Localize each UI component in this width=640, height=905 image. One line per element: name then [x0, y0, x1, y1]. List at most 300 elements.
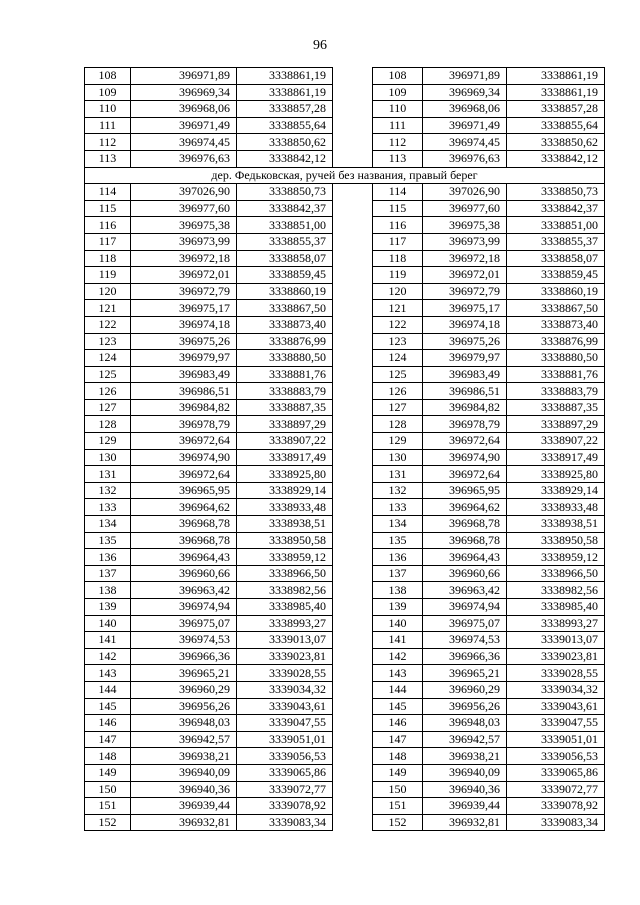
- y-coordinate-cell: 3338851,00: [237, 217, 333, 234]
- y-coordinate-cell: 3338851,00: [507, 217, 605, 234]
- point-number-cell: 142: [85, 648, 131, 665]
- x-coordinate-cell: 396975,07: [423, 615, 507, 632]
- point-number-cell: 130: [85, 449, 131, 466]
- x-coordinate-cell: 396971,49: [423, 117, 507, 134]
- x-coordinate-cell: 396973,99: [423, 233, 507, 250]
- x-coordinate-cell: 396965,21: [131, 665, 237, 682]
- point-number-cell: 115: [373, 200, 423, 217]
- point-number-cell: 133: [373, 499, 423, 516]
- point-number-cell: 135: [373, 532, 423, 549]
- x-coordinate-cell: 396974,94: [131, 599, 237, 616]
- y-coordinate-cell: 3339013,07: [237, 632, 333, 649]
- y-coordinate-cell: 3338861,19: [237, 84, 333, 101]
- point-number-cell: 126: [85, 383, 131, 400]
- y-coordinate-cell: 3339065,86: [237, 764, 333, 781]
- column-gap: [333, 764, 373, 781]
- x-coordinate-cell: 396972,01: [131, 267, 237, 284]
- y-coordinate-cell: 3338881,76: [237, 366, 333, 383]
- y-coordinate-cell: 3338861,19: [507, 68, 605, 85]
- x-coordinate-cell: 396972,18: [423, 250, 507, 267]
- point-number-cell: 119: [85, 267, 131, 284]
- y-coordinate-cell: 3338966,50: [507, 565, 605, 582]
- x-coordinate-cell: 396968,78: [423, 532, 507, 549]
- x-coordinate-cell: 396956,26: [423, 698, 507, 715]
- y-coordinate-cell: 3339028,55: [507, 665, 605, 682]
- point-number-cell: 113: [85, 150, 131, 167]
- y-coordinate-cell: 3338887,35: [507, 399, 605, 416]
- column-gap: [333, 283, 373, 300]
- y-coordinate-cell: 3339078,92: [237, 798, 333, 815]
- point-number-cell: 150: [85, 781, 131, 798]
- table-row: [85, 134, 605, 151]
- x-coordinate-cell: 396938,21: [131, 748, 237, 765]
- point-number-cell: 110: [85, 101, 131, 118]
- table-row: [85, 549, 605, 566]
- column-gap: [333, 532, 373, 549]
- x-coordinate-cell: 396966,36: [423, 648, 507, 665]
- column-gap: [333, 565, 373, 582]
- point-number-cell: 129: [85, 433, 131, 450]
- point-number-cell: 125: [373, 366, 423, 383]
- y-coordinate-cell: 3338850,73: [237, 184, 333, 201]
- point-number-cell: 143: [373, 665, 423, 682]
- y-coordinate-cell: 3339051,01: [507, 731, 605, 748]
- y-coordinate-cell: 3339047,55: [237, 715, 333, 732]
- table-row: [85, 283, 605, 300]
- point-number-cell: 150: [373, 781, 423, 798]
- point-number-cell: 140: [373, 615, 423, 632]
- x-coordinate-cell: 396972,79: [131, 283, 237, 300]
- y-coordinate-cell: 3338993,27: [507, 615, 605, 632]
- point-number-cell: 118: [373, 250, 423, 267]
- point-number-cell: 120: [373, 283, 423, 300]
- table-row: [85, 333, 605, 350]
- x-coordinate-cell: 396984,82: [131, 399, 237, 416]
- x-coordinate-cell: 396976,63: [423, 150, 507, 167]
- y-coordinate-cell: 3338933,48: [237, 499, 333, 516]
- x-coordinate-cell: 396974,90: [423, 449, 507, 466]
- table-row: [85, 84, 605, 101]
- y-coordinate-cell: 3339023,81: [237, 648, 333, 665]
- x-coordinate-cell: 396963,42: [131, 582, 237, 599]
- x-coordinate-cell: 396969,34: [423, 84, 507, 101]
- section-header-row: [85, 167, 605, 184]
- point-number-cell: 116: [373, 217, 423, 234]
- column-gap: [333, 814, 373, 831]
- y-coordinate-cell: 3338950,58: [507, 532, 605, 549]
- x-coordinate-cell: 396956,26: [131, 698, 237, 715]
- point-number-cell: 131: [373, 466, 423, 483]
- point-number-cell: 135: [85, 532, 131, 549]
- y-coordinate-cell: 3338993,27: [237, 615, 333, 632]
- y-coordinate-cell: 3338850,73: [507, 184, 605, 201]
- table-row: [85, 632, 605, 649]
- y-coordinate-cell: 3339065,86: [507, 764, 605, 781]
- column-gap: [333, 582, 373, 599]
- x-coordinate-cell: 396966,36: [131, 648, 237, 665]
- y-coordinate-cell: 3338938,51: [237, 516, 333, 533]
- column-gap: [333, 433, 373, 450]
- x-coordinate-cell: 396978,79: [423, 416, 507, 433]
- y-coordinate-cell: 3338855,64: [507, 117, 605, 134]
- x-coordinate-cell: 396986,51: [423, 383, 507, 400]
- table-row: [85, 184, 605, 201]
- point-number-cell: 133: [85, 499, 131, 516]
- column-gap: [333, 798, 373, 815]
- y-coordinate-cell: 3338985,40: [507, 599, 605, 616]
- x-coordinate-cell: 396969,34: [131, 84, 237, 101]
- x-coordinate-cell: 396975,26: [131, 333, 237, 350]
- column-gap: [333, 599, 373, 616]
- point-number-cell: 131: [85, 466, 131, 483]
- y-coordinate-cell: 3338982,56: [507, 582, 605, 599]
- table-row: [85, 781, 605, 798]
- y-coordinate-cell: 3339028,55: [237, 665, 333, 682]
- table-row: [85, 565, 605, 582]
- column-gap: [333, 499, 373, 516]
- x-coordinate-cell: 396974,90: [131, 449, 237, 466]
- column-gap: [333, 150, 373, 167]
- table-row: [85, 316, 605, 333]
- point-number-cell: 136: [85, 549, 131, 566]
- x-coordinate-cell: 396939,44: [423, 798, 507, 815]
- table-row: [85, 433, 605, 450]
- table-row: [85, 200, 605, 217]
- point-number-cell: 118: [85, 250, 131, 267]
- column-gap: [333, 482, 373, 499]
- y-coordinate-cell: 3339072,77: [507, 781, 605, 798]
- x-coordinate-cell: 396971,89: [131, 68, 237, 85]
- table-row: [85, 698, 605, 715]
- point-number-cell: 134: [373, 516, 423, 533]
- y-coordinate-cell: 3339043,61: [237, 698, 333, 715]
- x-coordinate-cell: 396964,62: [423, 499, 507, 516]
- point-number-cell: 123: [85, 333, 131, 350]
- y-coordinate-cell: 3339078,92: [507, 798, 605, 815]
- point-number-cell: 145: [85, 698, 131, 715]
- table-row: [85, 615, 605, 632]
- column-gap: [333, 665, 373, 682]
- point-number-cell: 134: [85, 516, 131, 533]
- y-coordinate-cell: 3338857,28: [507, 101, 605, 118]
- y-coordinate-cell: 3338959,12: [507, 549, 605, 566]
- point-number-cell: 119: [373, 267, 423, 284]
- column-gap: [333, 698, 373, 715]
- coordinates-table: [84, 67, 605, 831]
- column-gap: [333, 615, 373, 632]
- column-gap: [333, 101, 373, 118]
- y-coordinate-cell: 3338959,12: [237, 549, 333, 566]
- x-coordinate-cell: 396974,18: [423, 316, 507, 333]
- table-row: [85, 681, 605, 698]
- table-row: [85, 466, 605, 483]
- x-coordinate-cell: 396975,17: [131, 300, 237, 317]
- column-gap: [333, 731, 373, 748]
- x-coordinate-cell: 396940,36: [131, 781, 237, 798]
- table-row: [85, 814, 605, 831]
- point-number-cell: 151: [373, 798, 423, 815]
- x-coordinate-cell: 396974,53: [423, 632, 507, 649]
- column-gap: [333, 84, 373, 101]
- x-coordinate-cell: 396983,49: [423, 366, 507, 383]
- column-gap: [333, 648, 373, 665]
- x-coordinate-cell: 396983,49: [131, 366, 237, 383]
- x-coordinate-cell: 396974,18: [131, 316, 237, 333]
- table-row: [85, 532, 605, 549]
- y-coordinate-cell: 3338842,12: [507, 150, 605, 167]
- point-number-cell: 124: [85, 350, 131, 367]
- table-row: [85, 715, 605, 732]
- table-row: [85, 300, 605, 317]
- point-number-cell: 141: [85, 632, 131, 649]
- table-row: [85, 516, 605, 533]
- point-number-cell: 128: [373, 416, 423, 433]
- point-number-cell: 113: [373, 150, 423, 167]
- x-coordinate-cell: 396974,94: [423, 599, 507, 616]
- x-coordinate-cell: 396972,64: [423, 433, 507, 450]
- column-gap: [333, 300, 373, 317]
- column-gap: [333, 781, 373, 798]
- x-coordinate-cell: 396972,64: [131, 433, 237, 450]
- point-number-cell: 141: [373, 632, 423, 649]
- x-coordinate-cell: 396974,53: [131, 632, 237, 649]
- y-coordinate-cell: 3338907,22: [237, 433, 333, 450]
- x-coordinate-cell: 396964,43: [423, 549, 507, 566]
- y-coordinate-cell: 3339043,61: [507, 698, 605, 715]
- x-coordinate-cell: 396968,06: [423, 101, 507, 118]
- x-coordinate-cell: 396968,78: [423, 516, 507, 533]
- table-row: [85, 416, 605, 433]
- y-coordinate-cell: 3338883,79: [237, 383, 333, 400]
- y-coordinate-cell: 3338925,80: [507, 466, 605, 483]
- x-coordinate-cell: 396972,79: [423, 283, 507, 300]
- y-coordinate-cell: 3338897,29: [237, 416, 333, 433]
- table-row: [85, 267, 605, 284]
- y-coordinate-cell: 3338876,99: [507, 333, 605, 350]
- column-gap: [333, 366, 373, 383]
- table-row: [85, 250, 605, 267]
- x-coordinate-cell: 396973,99: [131, 233, 237, 250]
- point-number-cell: 140: [85, 615, 131, 632]
- y-coordinate-cell: 3338842,12: [237, 150, 333, 167]
- x-coordinate-cell: 396976,63: [131, 150, 237, 167]
- column-gap: [333, 68, 373, 85]
- x-coordinate-cell: 396971,89: [423, 68, 507, 85]
- y-coordinate-cell: 3338950,58: [237, 532, 333, 549]
- point-number-cell: 148: [85, 748, 131, 765]
- column-gap: [333, 117, 373, 134]
- y-coordinate-cell: 3338880,50: [507, 350, 605, 367]
- column-gap: [333, 632, 373, 649]
- point-number-cell: 138: [373, 582, 423, 599]
- y-coordinate-cell: 3338855,37: [507, 233, 605, 250]
- table-row: [85, 101, 605, 118]
- x-coordinate-cell: 396942,57: [131, 731, 237, 748]
- point-number-cell: 152: [85, 814, 131, 831]
- point-number-cell: 115: [85, 200, 131, 217]
- column-gap: [333, 250, 373, 267]
- point-number-cell: 127: [85, 399, 131, 416]
- x-coordinate-cell: 396972,18: [131, 250, 237, 267]
- x-coordinate-cell: 396968,78: [131, 516, 237, 533]
- point-number-cell: 152: [373, 814, 423, 831]
- x-coordinate-cell: 396979,97: [423, 350, 507, 367]
- y-coordinate-cell: 3339034,32: [507, 681, 605, 698]
- table-row: [85, 217, 605, 234]
- y-coordinate-cell: 3338929,14: [237, 482, 333, 499]
- x-coordinate-cell: 396932,81: [423, 814, 507, 831]
- point-number-cell: 112: [85, 134, 131, 151]
- y-coordinate-cell: 3339034,32: [237, 681, 333, 698]
- column-gap: [333, 233, 373, 250]
- table-row: [85, 350, 605, 367]
- point-number-cell: 148: [373, 748, 423, 765]
- table-row: [85, 383, 605, 400]
- y-coordinate-cell: 3338897,29: [507, 416, 605, 433]
- x-coordinate-cell: 396965,95: [131, 482, 237, 499]
- x-coordinate-cell: 396932,81: [131, 814, 237, 831]
- point-number-cell: 132: [85, 482, 131, 499]
- point-number-cell: 127: [373, 399, 423, 416]
- x-coordinate-cell: 396975,26: [423, 333, 507, 350]
- point-number-cell: 149: [85, 764, 131, 781]
- table-row: [85, 233, 605, 250]
- table-row: [85, 599, 605, 616]
- y-coordinate-cell: 3339023,81: [507, 648, 605, 665]
- y-coordinate-cell: 3338867,50: [507, 300, 605, 317]
- y-coordinate-cell: 3339013,07: [507, 632, 605, 649]
- x-coordinate-cell: 396972,64: [423, 466, 507, 483]
- x-coordinate-cell: 396968,06: [131, 101, 237, 118]
- point-number-cell: 144: [373, 681, 423, 698]
- table-row: [85, 648, 605, 665]
- table-row: [85, 482, 605, 499]
- column-gap: [333, 200, 373, 217]
- point-number-cell: 116: [85, 217, 131, 234]
- y-coordinate-cell: 3338876,99: [237, 333, 333, 350]
- y-coordinate-cell: 3338907,22: [507, 433, 605, 450]
- y-coordinate-cell: 3338966,50: [237, 565, 333, 582]
- y-coordinate-cell: 3338917,49: [507, 449, 605, 466]
- x-coordinate-cell: 396965,21: [423, 665, 507, 682]
- column-gap: [333, 184, 373, 201]
- table-row: [85, 68, 605, 85]
- y-coordinate-cell: 3339056,53: [507, 748, 605, 765]
- point-number-cell: 144: [85, 681, 131, 698]
- column-gap: [333, 333, 373, 350]
- point-number-cell: 137: [85, 565, 131, 582]
- point-number-cell: 130: [373, 449, 423, 466]
- point-number-cell: 114: [85, 184, 131, 201]
- point-number-cell: 145: [373, 698, 423, 715]
- x-coordinate-cell: 396968,78: [131, 532, 237, 549]
- point-number-cell: 146: [85, 715, 131, 732]
- x-coordinate-cell: 396978,79: [131, 416, 237, 433]
- x-coordinate-cell: 396972,01: [423, 267, 507, 284]
- point-number-cell: 108: [85, 68, 131, 85]
- y-coordinate-cell: 3338925,80: [237, 466, 333, 483]
- x-coordinate-cell: 396972,64: [131, 466, 237, 483]
- table-row: [85, 449, 605, 466]
- point-number-cell: 126: [373, 383, 423, 400]
- section-title: дер. Федьковская, ручей без названия, правый берег: [85, 167, 605, 184]
- point-number-cell: 132: [373, 482, 423, 499]
- x-coordinate-cell: 396960,29: [423, 681, 507, 698]
- column-gap: [333, 466, 373, 483]
- point-number-cell: 139: [85, 599, 131, 616]
- point-number-cell: 111: [85, 117, 131, 134]
- x-coordinate-cell: 396940,09: [423, 764, 507, 781]
- point-number-cell: 123: [373, 333, 423, 350]
- table-row: [85, 748, 605, 765]
- x-coordinate-cell: 396964,62: [131, 499, 237, 516]
- point-number-cell: 136: [373, 549, 423, 566]
- x-coordinate-cell: 396975,07: [131, 615, 237, 632]
- column-gap: [333, 134, 373, 151]
- y-coordinate-cell: 3338883,79: [507, 383, 605, 400]
- column-gap: [333, 416, 373, 433]
- table-row: [85, 582, 605, 599]
- point-number-cell: 151: [85, 798, 131, 815]
- point-number-cell: 120: [85, 283, 131, 300]
- column-gap: [333, 516, 373, 533]
- point-number-cell: 128: [85, 416, 131, 433]
- y-coordinate-cell: 3338860,19: [507, 283, 605, 300]
- column-gap: [333, 681, 373, 698]
- y-coordinate-cell: 3338850,62: [507, 134, 605, 151]
- x-coordinate-cell: 397026,90: [131, 184, 237, 201]
- x-coordinate-cell: 396963,42: [423, 582, 507, 599]
- y-coordinate-cell: 3338929,14: [507, 482, 605, 499]
- y-coordinate-cell: 3339051,01: [237, 731, 333, 748]
- point-number-cell: 121: [373, 300, 423, 317]
- point-number-cell: 146: [373, 715, 423, 732]
- point-number-cell: 122: [373, 316, 423, 333]
- table-row: [85, 798, 605, 815]
- x-coordinate-cell: 396964,43: [131, 549, 237, 566]
- x-coordinate-cell: 396979,97: [131, 350, 237, 367]
- table-row: [85, 499, 605, 516]
- y-coordinate-cell: 3338917,49: [237, 449, 333, 466]
- table-row: [85, 665, 605, 682]
- x-coordinate-cell: 396940,09: [131, 764, 237, 781]
- x-coordinate-cell: 396977,60: [423, 200, 507, 217]
- table-row: [85, 366, 605, 383]
- point-number-cell: 137: [373, 565, 423, 582]
- x-coordinate-cell: 396939,44: [131, 798, 237, 815]
- point-number-cell: 147: [373, 731, 423, 748]
- table-row: [85, 150, 605, 167]
- point-number-cell: 124: [373, 350, 423, 367]
- x-coordinate-cell: 396965,95: [423, 482, 507, 499]
- table-row: [85, 399, 605, 416]
- y-coordinate-cell: 3338985,40: [237, 599, 333, 616]
- y-coordinate-cell: 3338855,64: [237, 117, 333, 134]
- x-coordinate-cell: 396977,60: [131, 200, 237, 217]
- y-coordinate-cell: 3338859,45: [237, 267, 333, 284]
- x-coordinate-cell: 396984,82: [423, 399, 507, 416]
- point-number-cell: 108: [373, 68, 423, 85]
- column-gap: [333, 316, 373, 333]
- x-coordinate-cell: 396960,29: [131, 681, 237, 698]
- point-number-cell: 139: [373, 599, 423, 616]
- y-coordinate-cell: 3338881,76: [507, 366, 605, 383]
- y-coordinate-cell: 3338857,28: [237, 101, 333, 118]
- point-number-cell: 147: [85, 731, 131, 748]
- y-coordinate-cell: 3338982,56: [237, 582, 333, 599]
- point-number-cell: 109: [373, 84, 423, 101]
- point-number-cell: 110: [373, 101, 423, 118]
